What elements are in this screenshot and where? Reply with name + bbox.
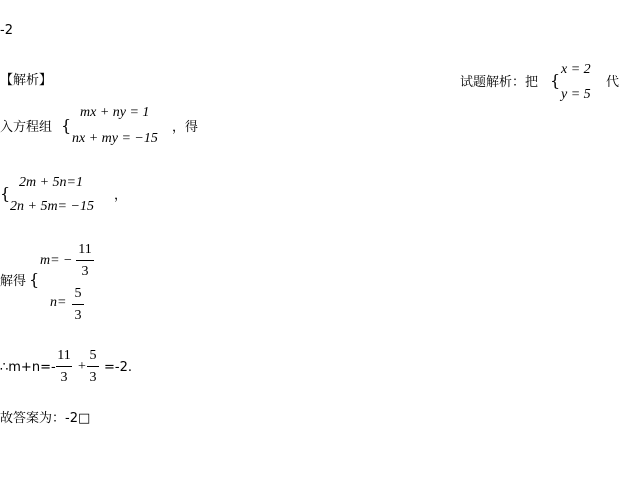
step5-fraction-1 [56,349,72,385]
step1-eq-y: y = 5 [561,87,591,102]
step2-brace: { [61,116,72,135]
step1-brace: { [550,71,561,90]
step2-eq1: mx + ny = 1 [80,105,150,120]
fraction-bar [87,366,99,367]
step5-f1-numerator: 11 [57,348,71,363]
step2-tail: ，得 [172,120,199,135]
step3-tail: ， [114,188,128,203]
step1-tail: 代 [606,75,620,90]
step4-m-numerator: 11 [78,242,92,257]
step4-lead: 解得 [0,274,27,289]
step5-tail: =-2. [104,360,132,375]
step4-brace: { [29,270,40,289]
step4-n-lhs: n= [50,295,67,310]
step1-eq-x: x = 2 [561,62,591,77]
step4-n-denominator: 3 [74,308,82,323]
step4-n-fraction [72,287,84,323]
fraction-bar [72,304,84,305]
step4-n-numerator: 5 [74,286,82,301]
answer-top: -2 [0,23,13,38]
step4-m-fraction [76,243,94,279]
step3-eq2: 2n + 5m= −15 [10,199,94,214]
step5-f2-numerator: 5 [89,348,97,363]
step5-f2-denominator: 3 [89,370,97,385]
final-answer-text: 故答案为：-2 [0,411,78,426]
step3-brace: { [0,184,11,203]
step4-m-denominator: 3 [81,264,89,279]
step2-lead: 入方程组 [0,120,53,135]
fraction-bar [56,366,72,367]
step5-fraction-2 [87,349,99,385]
step3-eq1: 2m + 5n=1 [19,175,84,190]
step5-plus: + [78,359,86,374]
analysis-label: 【解析】 [0,73,53,88]
step2-eq2: nx + my = −15 [72,131,158,146]
step5-lead: ∴m+n=- [0,360,56,375]
step5-f1-denominator: 3 [60,370,68,385]
step4-m-lhs: m= − [40,253,73,268]
step1-lead: 试题解析：把 [460,75,539,90]
final-answer-box: □ [77,411,91,426]
fraction-bar [76,260,94,261]
final-answer [0,412,90,425]
